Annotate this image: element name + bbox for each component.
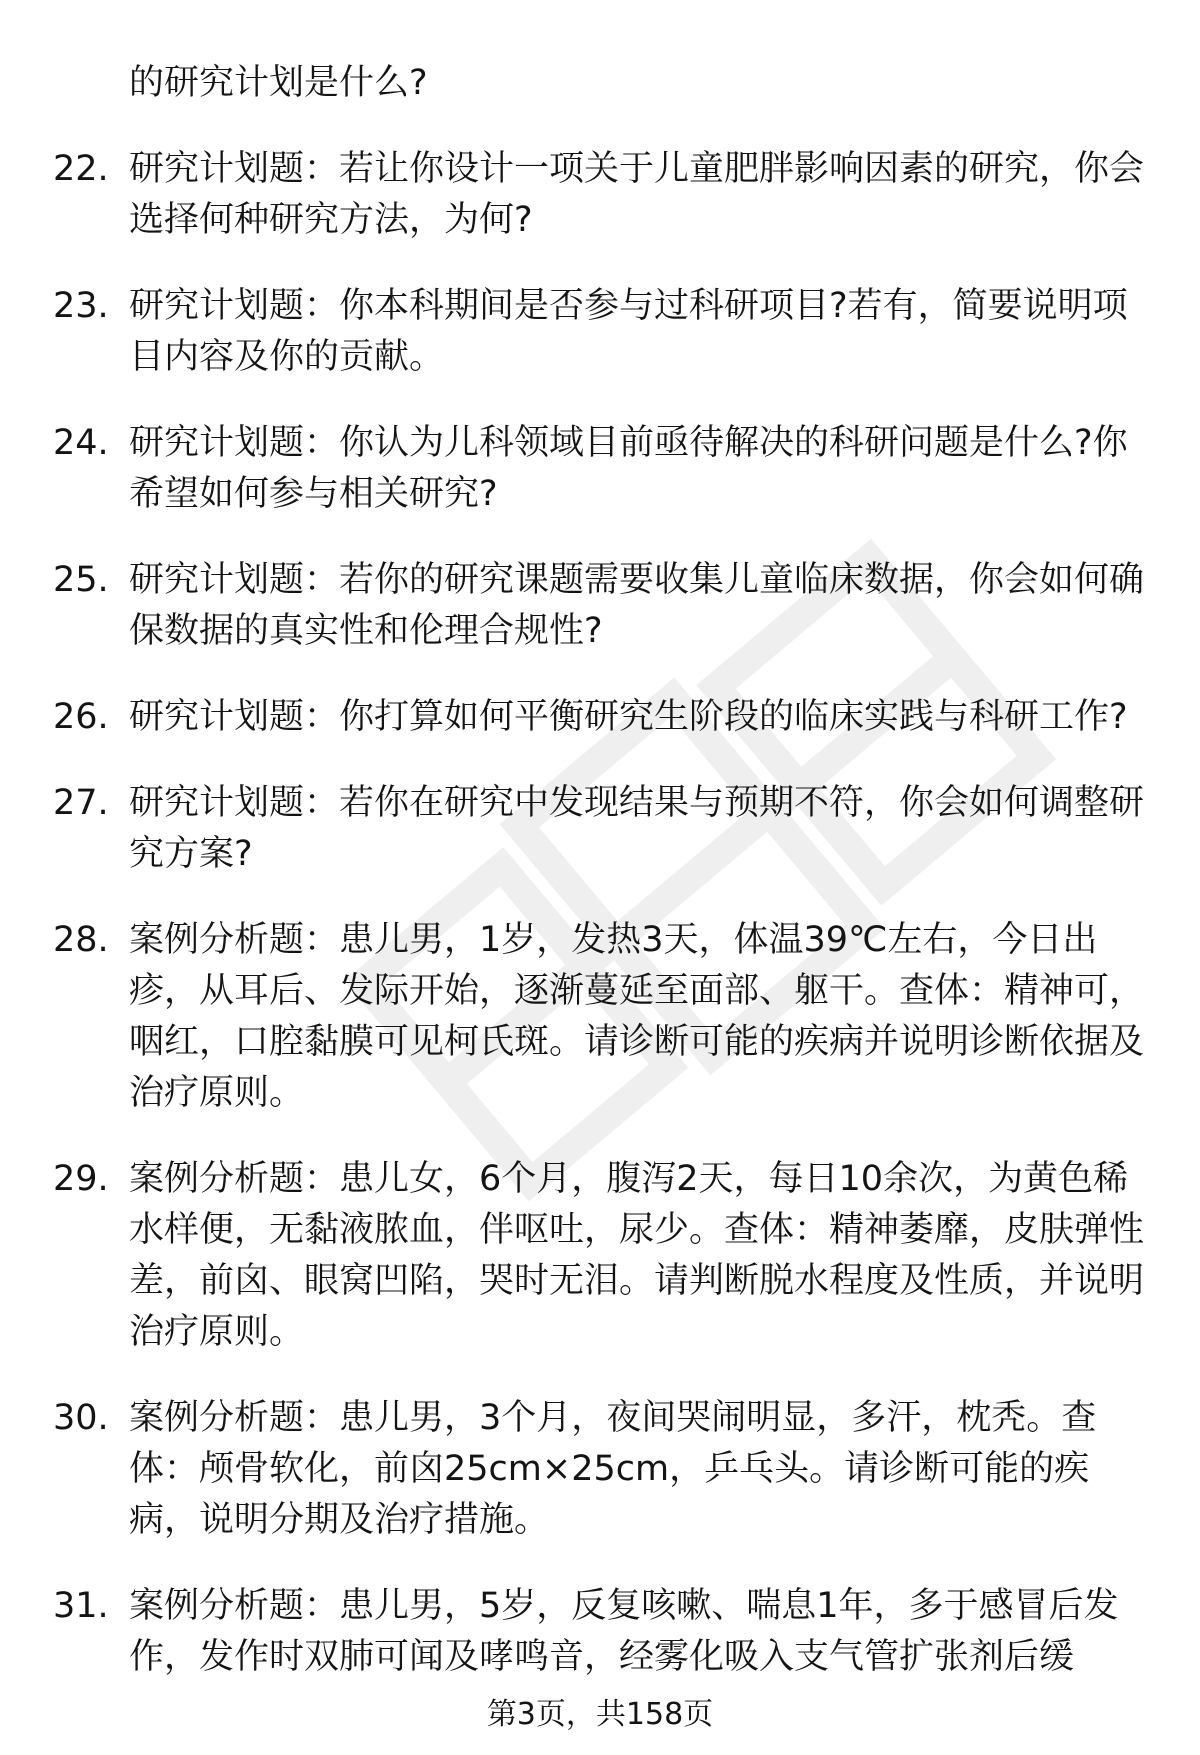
question-number: 26.: [53, 697, 109, 737]
question-number: 27.: [53, 783, 109, 823]
question-text: 研究计划题：若让你设计一项关于儿童肥胖影响因素的研究，你会选择何种研究方法，为何?: [129, 149, 1145, 240]
question-item: [0, 692, 1200, 743]
question-number: 25.: [53, 560, 109, 600]
continuation-text: 的研究计划是什么?: [129, 63, 428, 103]
question-number: 28.: [53, 920, 109, 960]
question-text: 案例分析题：患儿女，6个月，腹泻2天，每日10余次，为黄色稀水样便，无黏液脓血，伴呕吐，尿少。查体：精神萎靡，皮肤弹性差，前囟、眼窝凹陷，哭时无泪。请判断脱水程度及性质，并说明治疗原则。: [129, 1159, 1145, 1352]
question-text: 案例分析题：患儿男，3个月，夜间哭闹明显，多汗，枕秃。查体：颅骨软化，前囟25cm×25cm，乒乓头。请诊断可能的疾病，说明分期及治疗措施。: [129, 1398, 1097, 1540]
question-item: [0, 144, 1200, 246]
question-item: [0, 915, 1200, 1119]
question-item: [0, 281, 1200, 383]
question-text: 研究计划题：若你在研究中发现结果与预期不符，你会如何调整研究方案?: [129, 783, 1145, 874]
question-text: 案例分析题：患儿男，5岁，反复咳嗽、喘息1年，多于感冒后发作，发作时双肺可闻及哮鸣音，经雾化吸入支气管扩张剂后缓: [129, 1586, 1119, 1677]
question-item: [0, 1154, 1200, 1358]
question-number: 24.: [53, 423, 109, 463]
question-list: [0, 58, 1200, 1718]
question-number: 22.: [53, 149, 109, 189]
question-item: [0, 778, 1200, 880]
question-number: 31.: [53, 1586, 109, 1626]
question-text: 案例分析题：患儿男，1岁，发热3天，体温39℃左右，今日出疹，从耳后、发际开始，逐渐蔓延至面部、躯干。查体：精神可，咽红，口腔黏膜可见柯氏斑。请诊断可能的疾病并说明诊断依据及治疗原则。: [129, 920, 1145, 1113]
question-number: 23.: [53, 286, 109, 326]
question-item: [0, 1393, 1200, 1546]
question-number: 29.: [53, 1159, 109, 1199]
question-item: [0, 1581, 1200, 1683]
question-number: 30.: [53, 1398, 109, 1438]
question-text: 研究计划题：若你的研究课题需要收集儿童临床数据，你会如何确保数据的真实性和伦理合规性?: [129, 560, 1145, 651]
question-text: 研究计划题：你打算如何平衡研究生阶段的临床实践与科研工作?: [129, 697, 1128, 737]
question-text: 研究计划题：你认为儿科领域目前亟待解决的科研问题是什么?你希望如何参与相关研究?: [129, 423, 1128, 514]
question-text: 研究计划题：你本科期间是否参与过科研项目?若有，简要说明项目内容及你的贡献。: [129, 286, 1128, 377]
question-item: [0, 555, 1200, 657]
page-footer: 第3页，共158页: [486, 1697, 714, 1732]
question-item: [0, 418, 1200, 520]
